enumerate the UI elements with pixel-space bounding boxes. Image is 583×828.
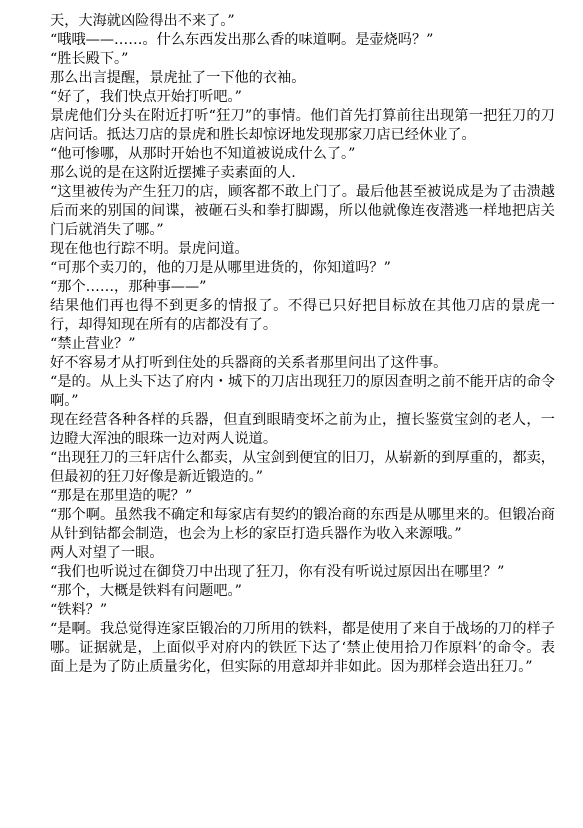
paragraph: “这里被传为产生狂刀的店，顾客都不敢上门了。最后他甚至被说成是为了击溃越后而来的别国的间谍，被砸石头和拳打脚踢，所以他就像连夜潜逃一样地把店关门后就消失了哪。” <box>50 184 555 238</box>
document-page <box>50 12 555 677</box>
paragraph: “铁料？” <box>50 602 108 618</box>
paragraph: 好不容易才从打听到住处的兵器商的关系者那里问出了这件事。 <box>50 355 448 371</box>
paragraph: “是啊。我总觉得连家臣锻冶的刀所用的铁料，都是使用了来自于战场的刀的样子哪。证据就是，上面似乎对府内的铁匠下达了‘禁止使用拾刀作原料’的命令。表面上是为了防止质量劣化，但实际的用意却并非如此。因为那样会造出狂刀。” <box>50 621 555 675</box>
paragraph: “那个，大概是铁料有问题吧。” <box>50 583 242 599</box>
paragraph: “胜长殿下。” <box>50 51 129 67</box>
paragraph: 那么出言提醒，景虎扯了一下他的衣袖。 <box>50 70 306 86</box>
paragraph: 那么说的是在这附近摆摊子卖素面的人. <box>50 165 296 181</box>
paragraph: 现在他也行踪不明。景虎问道。 <box>50 241 249 257</box>
paragraph: “我们也听说过在御贷刀中出现了狂刀，你有没有听说过原因出在哪里？” <box>50 564 505 580</box>
paragraph: “是的。从上头下达了府内・城下的刀店出现狂刀的原因查明之前不能开店的命令啊。” <box>50 374 555 409</box>
paragraph: “那是在那里造的呢？” <box>50 488 193 504</box>
paragraph: 结果他们再也得不到更多的情报了。不得已只好把目标放在其他刀店的景虎一行，却得知现在所有的店都没有了。 <box>50 298 555 333</box>
paragraph: “他可惨哪，从那时开始也不知道被说成什么了。” <box>50 146 356 162</box>
paragraph: 景虎他们分头在附近打听“狂刀”的事情。他们首先打算前往出现第一把狂刀的刀店问话。抵达刀店的景虎和胜长却惊讶地发现那家刀店已经休业了。 <box>50 108 555 143</box>
paragraph: “可那个卖刀的，他的刀是从哪里进货的，你知道吗？” <box>50 260 391 276</box>
paragraph: “出现狂刀的三轩店什么都卖，从宝剑到便宜的旧刀，从崭新的到厚重的，都卖，但最初的狂刀好像是新近锻造的。” <box>50 450 555 485</box>
paragraph: 现在经营各种各样的兵器，但直到眼睛变坏之前为止，擅长鉴赏宝剑的老人，一边瞪大浑浊的眼珠一边对两人说道。 <box>50 412 555 447</box>
paragraph: “那个啊。虽然我不确定和每家店有契约的锻冶商的东西是从哪里来的。但锻冶商从针到钴都会制造，也会为上杉的家臣打造兵器作为收入来源哦。” <box>50 507 555 542</box>
paragraph: “禁止营业？” <box>50 336 136 352</box>
paragraph: “那个……，那种事——” <box>50 279 207 295</box>
paragraph: “好了，我们快点开始打听吧。” <box>50 89 242 105</box>
paragraph: 两人对望了一眼。 <box>50 545 164 561</box>
paragraph: 天，大海就凶险得出不来了。” <box>50 13 235 29</box>
paragraph: “哦哦——……。什么东西发出那么香的味道啊。是壶烧吗？” <box>50 32 434 48</box>
